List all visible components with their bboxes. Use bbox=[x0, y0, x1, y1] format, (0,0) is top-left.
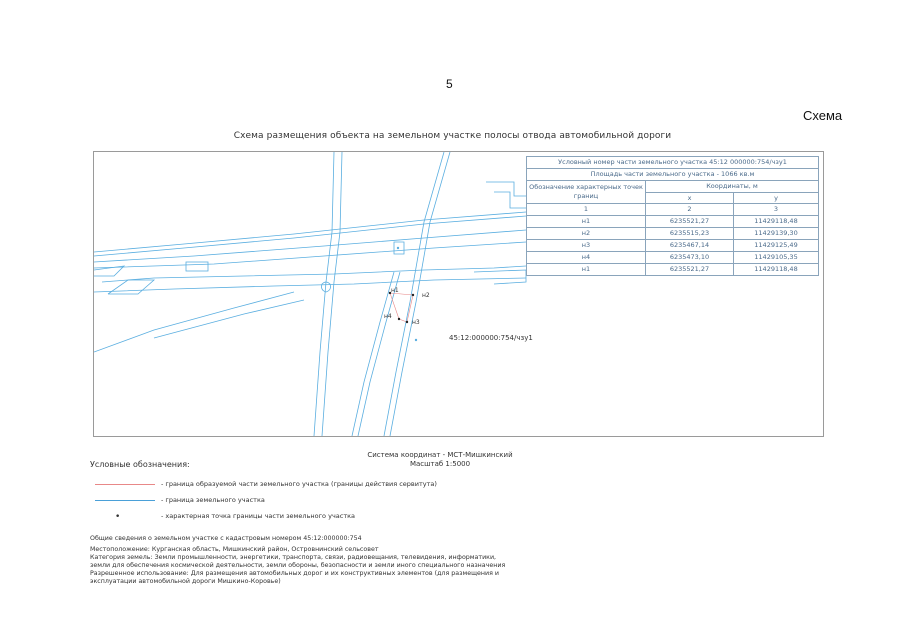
point-marker-n3 bbox=[406, 321, 408, 323]
table-row bbox=[527, 252, 819, 264]
cell-y: 11429125,49 bbox=[734, 240, 819, 252]
table-row bbox=[527, 228, 819, 240]
general-info bbox=[90, 535, 610, 586]
cell-point: н1 bbox=[527, 264, 646, 276]
right-upper-boundary bbox=[486, 182, 526, 196]
cell-x: 6235467,14 bbox=[646, 240, 734, 252]
table-title: Условный номер части земельного участка 45:12 000000:754/чзу1 bbox=[527, 157, 819, 169]
column-header-x: х bbox=[646, 193, 734, 204]
column-header-coords: Координаты, м bbox=[646, 181, 819, 193]
general-info-line: земли для обеспечения космической деятельности, земли обороны, безопасности и земли иного специального назначения bbox=[90, 562, 506, 569]
blue-line-icon bbox=[95, 500, 155, 501]
easement-polygon bbox=[390, 293, 413, 322]
coordinate-system: Система координат - МСТ-Мишкинский bbox=[367, 451, 513, 459]
legend-title: Условные обозначения: bbox=[90, 460, 190, 469]
page-number: 5 bbox=[446, 77, 453, 91]
road-boundary-bottom bbox=[94, 278, 526, 292]
legend-text: - граница образуемой части земельного участка (границы действия сервитута) bbox=[161, 480, 437, 488]
point-label-n2: н2 bbox=[422, 292, 430, 299]
cell-y: 11429139,30 bbox=[734, 228, 819, 240]
survey-mark-2 bbox=[415, 339, 417, 341]
point-label-n4: н4 bbox=[384, 313, 392, 320]
cell-y: 11429118,48 bbox=[734, 216, 819, 228]
table-row bbox=[527, 216, 819, 228]
legend-text: - граница земельного участка bbox=[161, 496, 265, 504]
table-row bbox=[527, 240, 819, 252]
legend-text: - характерная точка границы части земельного участка bbox=[161, 512, 356, 520]
parcel-label: 45:12:000000:754/чзу1 bbox=[449, 334, 533, 342]
column-header-y: у bbox=[734, 193, 819, 204]
general-info-line: Категория земель: Земли промышленности, энергетики, транспорта, связи, радиовещания, телевидения, информатики, bbox=[90, 554, 497, 561]
column-number: 1 bbox=[527, 204, 646, 216]
general-info-line: Местоположение: Курганская область, Мишкинский район, Островнинский сельсовет bbox=[90, 546, 379, 553]
parcel-boundaries bbox=[94, 152, 526, 436]
vertical-road-1a bbox=[314, 152, 334, 436]
building-outline-1 bbox=[186, 262, 208, 271]
point-marker-n4 bbox=[398, 318, 400, 320]
point-marker-n2 bbox=[412, 294, 414, 296]
general-info-line: эксплуатации автомобильной дороги Мишкино-Коровье) bbox=[90, 578, 281, 585]
road-boundary-upper-2 bbox=[94, 216, 526, 256]
map-frame bbox=[93, 151, 824, 437]
column-number: 3 bbox=[734, 204, 819, 216]
right-upper-boundary-2 bbox=[494, 192, 526, 208]
red-line-icon bbox=[95, 484, 155, 485]
table-area: Площадь части земельного участка - 1066 кв.м bbox=[527, 169, 819, 181]
field-outline bbox=[108, 280, 154, 294]
cell-x: 6235473,10 bbox=[646, 252, 734, 264]
scheme-label: Схема bbox=[803, 108, 843, 123]
general-info-line: Разрешенное использование: Для размещения автомобильных дорог и их конструктивных элементов (для размещения и bbox=[90, 570, 499, 577]
coordinates-table bbox=[526, 156, 819, 276]
cell-y: 11429105,35 bbox=[734, 252, 819, 264]
diagonal-line-2 bbox=[154, 300, 304, 338]
column-number: 2 bbox=[646, 204, 734, 216]
cell-point: н3 bbox=[527, 240, 646, 252]
cell-point: н2 bbox=[527, 228, 646, 240]
general-info-heading: Общие сведения о земельном участке с кадастровым номером 45:12:000000:754 bbox=[90, 535, 362, 542]
road-boundary-right bbox=[474, 270, 526, 284]
vertical-road-2a bbox=[384, 152, 444, 436]
coordinate-system-block bbox=[330, 451, 550, 469]
cell-x: 6235521,27 bbox=[646, 216, 734, 228]
cell-x: 6235515,23 bbox=[646, 228, 734, 240]
column-header-point: Обозначение характерных точек границ bbox=[527, 181, 646, 204]
point-label-n1: н1 bbox=[391, 287, 399, 294]
diagonal-line-1 bbox=[94, 292, 294, 352]
map-scale: Масштаб 1:5000 bbox=[409, 460, 471, 468]
cell-point: н1 bbox=[527, 216, 646, 228]
cell-x: 6235521,27 bbox=[646, 264, 734, 276]
map-title: Схема размещения объекта на земельном участке полосы отвода автомобильной дороги bbox=[233, 131, 672, 141]
cell-y: 11429118,48 bbox=[734, 264, 819, 276]
survey-mark-1 bbox=[397, 247, 399, 249]
vertical-road-3a bbox=[352, 272, 394, 436]
cell-point: н4 bbox=[527, 252, 646, 264]
table-row bbox=[527, 264, 819, 276]
point-label-n3: н3 bbox=[412, 319, 420, 326]
easement-boundary bbox=[390, 293, 413, 322]
vertical-road-3b bbox=[358, 272, 400, 436]
